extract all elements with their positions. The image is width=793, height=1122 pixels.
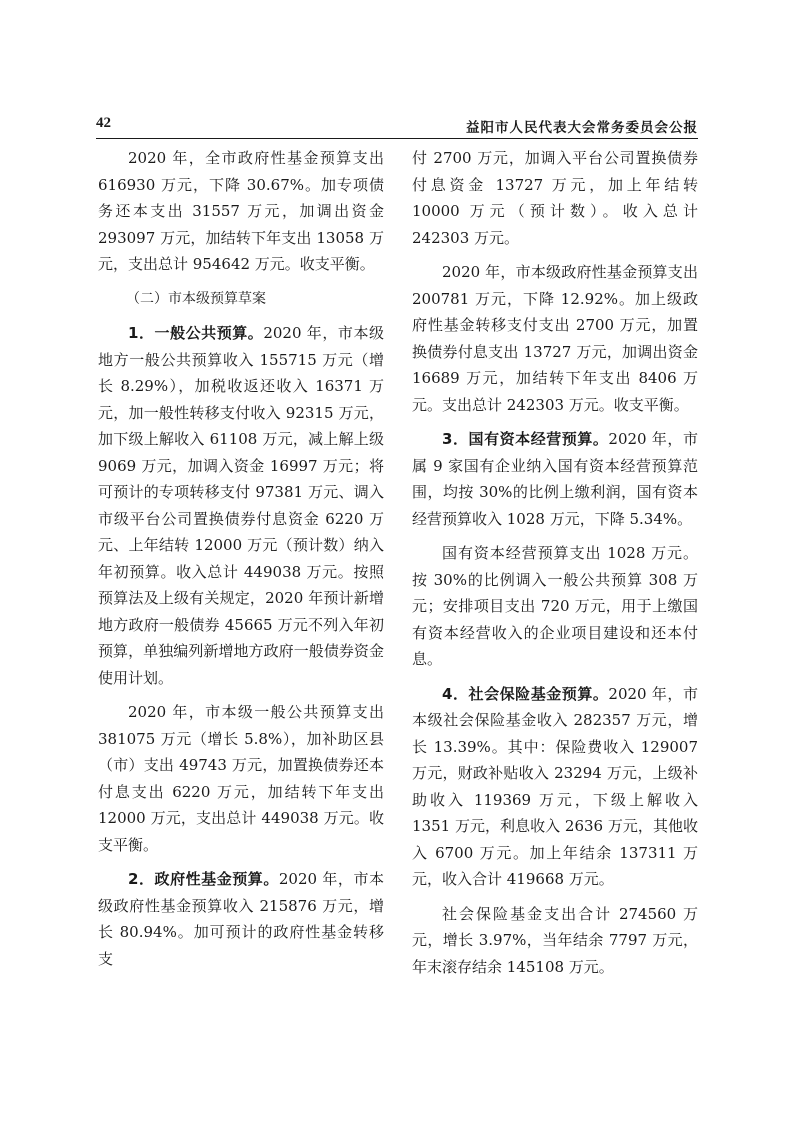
paragraph-body: 2020 年，市本级地方一般公共预算收入 155715 万元（增长 8.29%），加税收返还收入 16371 万元，加一般性转移支付收入 92315 万元，加下级上解收入 61108 万元，减上解上级 9069 万元，加调入资金 16997 万元；将可预计的专项转移支付 97381 万元、调入市级平台公司置换债券付息资金 6220 万元、上年结转 12000 万元（预计数）纳入年初预算。收入总计 449038 万元。按照预算法及上级有关规定，2020 年预计新增地方政府一般债券 45665 万元不列入年初预算，单独编列新增地方政府一般债券资金使用计划。: [98, 324, 384, 687]
page-header: [96, 115, 698, 135]
right-column: [412, 145, 698, 988]
section-heading-city-level: （二）市本级预算草案: [126, 290, 266, 307]
paragraph-social-insurance-expenditure: 社会保险基金支出合计 274560 万元，增长 3.97%，当年结余 7797 万元，年末滚存结余 145108 万元。: [412, 904, 698, 976]
paragraph-general-public-expenditure: 2020 年，市本级一般公共预算支出 381075 万元（增长 5.8%），加补助区县（市）支出 49743 万元，加置换债券还本付息支出 6220 万元，加结转下年支出 12000 万元，支出总计 449038 万元。收支平衡。: [98, 703, 384, 854]
paragraph-fund-continuation: 付 2700 万元，加调入平台公司置换债券付息资金 13727 万元，加上年结转 10000 万元（预计数）。收入总计 242303 万元。: [412, 149, 698, 247]
paragraph-body: 2020 年，市本级政府性基金预算收入 215876 万元，增长 80.94%。加可预计的政府性基金转移支: [98, 870, 384, 968]
journal-title: 益阳市人民代表大会常务委员会公报: [466, 120, 698, 136]
paragraph-social-insurance-budget: [412, 681, 698, 893]
paragraph-body: 2020 年，市本级社会保险基金收入 282357 万元，增长 13.39%。其中：保险费收入 129007 万元，财政补贴收入 23294 万元，上级补助收入 119369 万元，下级上解收入 1351 万元，利息收入 2636 万元，其他收入 6700 万元。加上年结余 137311 万元，收入合计 419668 万元。: [412, 684, 698, 888]
subheading-social-insurance-budget: 4．社会保险基金预算。: [442, 684, 609, 703]
paragraph-body: 2020 年，市属 9 家国有企业纳入国有资本经营预算范围，均按 30%的比例上缴利润，国有资本经营预算收入 1028 万元，下降 5.34%。: [412, 430, 698, 528]
subheading-general-public-budget: 1．一般公共预算。: [128, 324, 264, 342]
left-column: [98, 145, 384, 980]
paragraph-government-fund-budget: [98, 866, 384, 972]
subheading-state-capital-budget: 3．国有资本经营预算。: [442, 430, 609, 448]
subheading-government-fund-budget: 2．政府性基金预算。: [128, 870, 279, 888]
paragraph-state-capital-expenditure: 国有资本经营预算支出 1028 万元。按 30%的比例调入一般公共预算 308 万元；安排项目支出 720 万元，用于上缴国有资本经营收入的企业项目建设和还本付息。: [412, 544, 698, 668]
paragraph-fund-budget-expenditure: 2020 年，全市政府性基金预算支出 616930 万元，下降 30.67%。加专项债务还本支出 31557 万元，加调出资金 293097 万元，加结转下年支出 13058 万元，支出总计 954642 万元。收支平衡。: [98, 149, 384, 273]
paragraph-fund-expenditure: 2020 年，市本级政府性基金预算支出 200781 万元，下降 12.92%。加上级政府性基金转移支付支出 2700 万元，加置换债券付息支出 13727 万元，加调出资金 16689 万元，加结转下年支出 8406 万元。支出总计 242303 万元。收支平衡。: [412, 263, 698, 414]
paragraph-general-public-budget: [98, 320, 384, 691]
paragraph-state-capital-budget: [412, 426, 698, 532]
page-number: 42: [96, 115, 111, 131]
header-divider: [96, 138, 698, 139]
